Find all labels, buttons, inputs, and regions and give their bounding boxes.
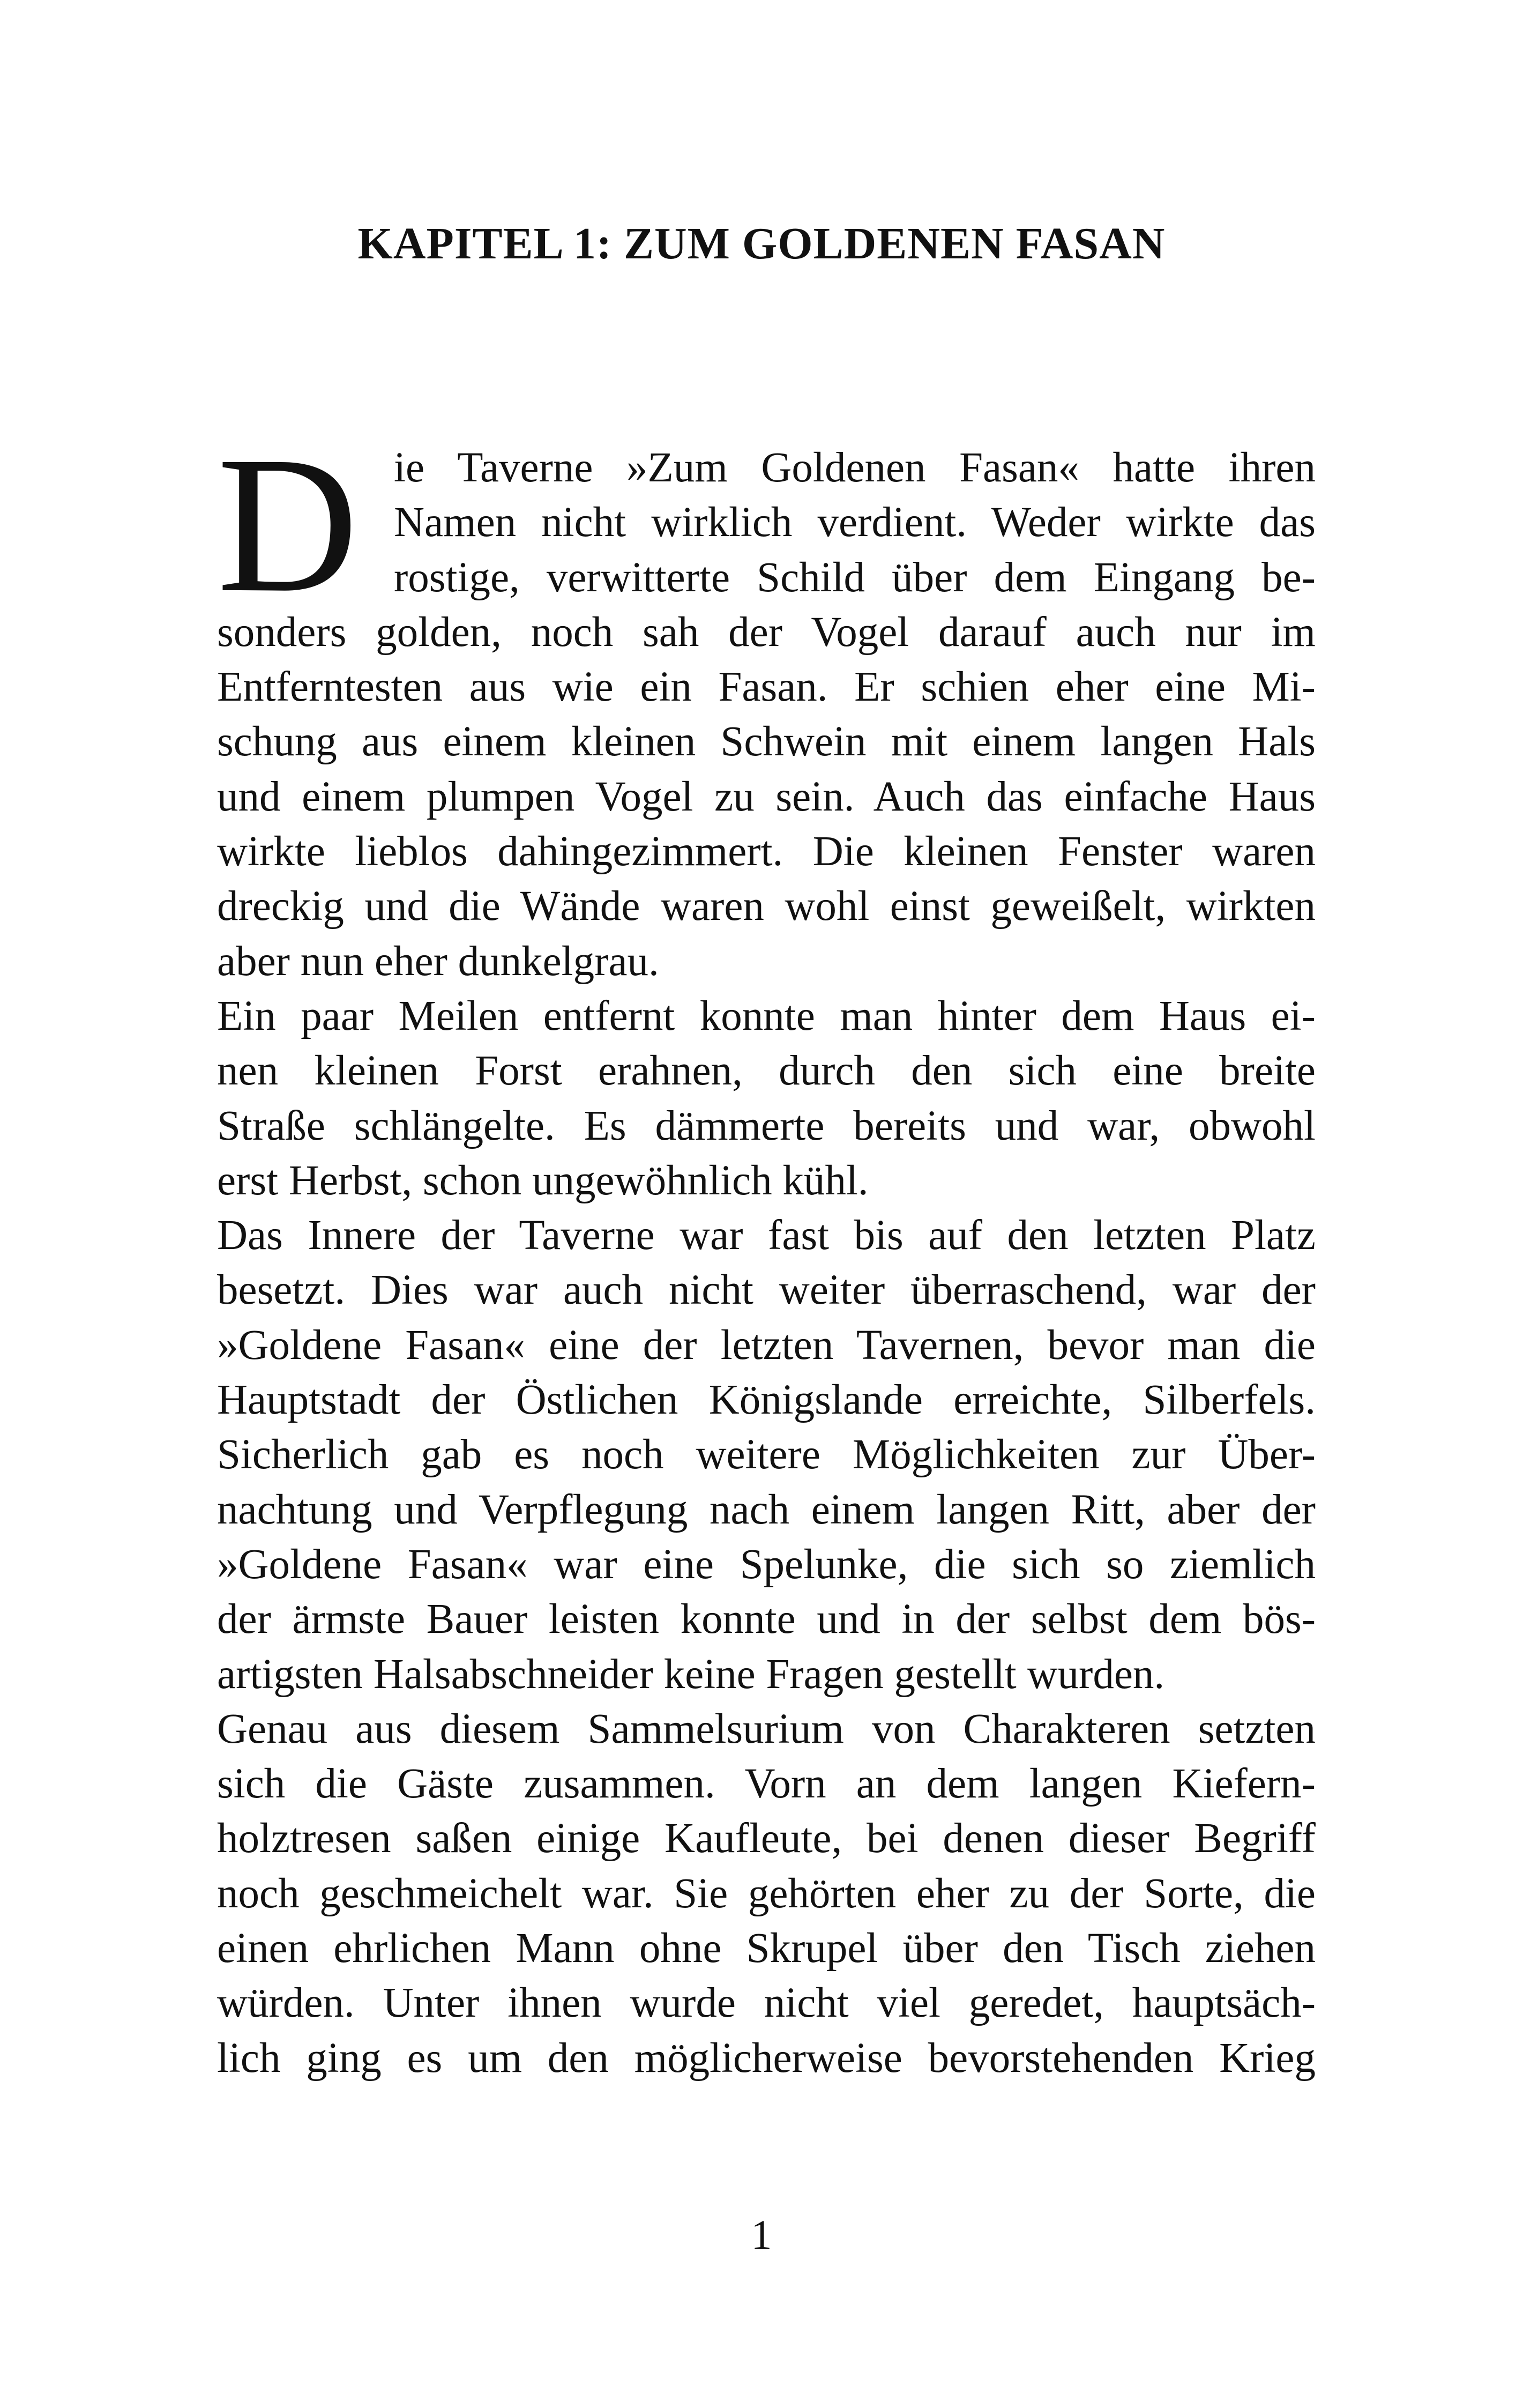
chapter-title: KAPITEL 1: ZUM GOLDENEN FASAN [357,219,1166,269]
text-line: Straße schlängelte. Es dämmerte bereits und war, obwohl [217,1102,1316,1149]
text-line: Das Innere der Taverne war fast bis auf den letzten Platz [217,1212,1316,1259]
drop-cap: D [217,416,359,633]
text-line: würden. Unter ihnen wurde nicht viel geredet, hauptsäch- [217,1980,1316,2027]
text-line: und einem plumpen Vogel zu sein. Auch das einfache Haus [217,773,1316,820]
body-text [217,416,1316,2086]
text-line: wirkte lieblos dahingezimmert. Die kleinen Fenster waren [217,828,1316,875]
text-line: Sicherlich gab es noch weitere Möglichkeiten zur Über- [217,1431,1316,1478]
text-line: Genau aus diesem Sammelsurium von Charakteren setzten [217,1705,1316,1752]
text-line: holztresen saßen einige Kaufleute, bei denen dieser Begriff [217,1815,1316,1862]
text-line: besetzt. Dies war auch nicht weiter überraschend, war der [217,1267,1316,1314]
text-line: nachtung und Verpflegung nach einem langen Ritt, aber der [217,1486,1316,1533]
text-line: Namen nicht wirklich verdient. Weder wirkte das [394,499,1316,546]
text-line: »Goldene Fasan« eine der letzten Tavernen, bevor man die [217,1321,1316,1369]
text-line: »Goldene Fasan« war eine Spelunke, die sich so ziemlich [217,1541,1316,1588]
text-line: schung aus einem kleinen Schwein mit einem langen Hals [217,718,1316,765]
text-line: nen kleinen Forst erahnen, durch den sich eine breite [217,1047,1316,1095]
page-number: 1 [751,2211,772,2258]
text-line: sich die Gäste zusammen. Vorn an dem langen Kiefern- [217,1760,1316,1808]
text-line: ie Taverne »Zum Goldenen Fasan« hatte ihren [394,444,1316,491]
text-line: erst Herbst, schon ungewöhnlich kühl. [217,1157,869,1204]
text-line: Hauptstadt der Östlichen Königslande erreichte, Silberfels. [217,1377,1316,1424]
text-line: dreckig und die Wände waren wohl einst geweißelt, wirkten [217,883,1316,930]
text-line: lich ging es um den möglicherweise bevorstehenden Krieg [217,2034,1316,2082]
text-line: einen ehrlichen Mann ohne Skrupel über den Tisch ziehen [217,1925,1316,1972]
text-line: rostige, verwitterte Schild über dem Eingang be- [394,554,1316,601]
text-line: der ärmste Bauer leisten konnte und in der selbst dem bös- [217,1596,1316,1643]
text-line: aber nun eher dunkelgrau. [217,938,659,985]
text-line: Entferntesten aus wie ein Fasan. Er schien eher eine Mi- [217,664,1316,711]
text-line: noch geschmeichelt war. Sie gehörten eher zu der Sorte, die [217,1870,1316,1917]
text-line: Ein paar Meilen entfernt konnte man hinter dem Haus ei- [217,992,1316,1039]
text-line: sonders golden, noch sah der Vogel darauf auch nur im [217,608,1316,656]
text-line: artigsten Halsabschneider keine Fragen gestellt wurden. [217,1651,1165,1698]
